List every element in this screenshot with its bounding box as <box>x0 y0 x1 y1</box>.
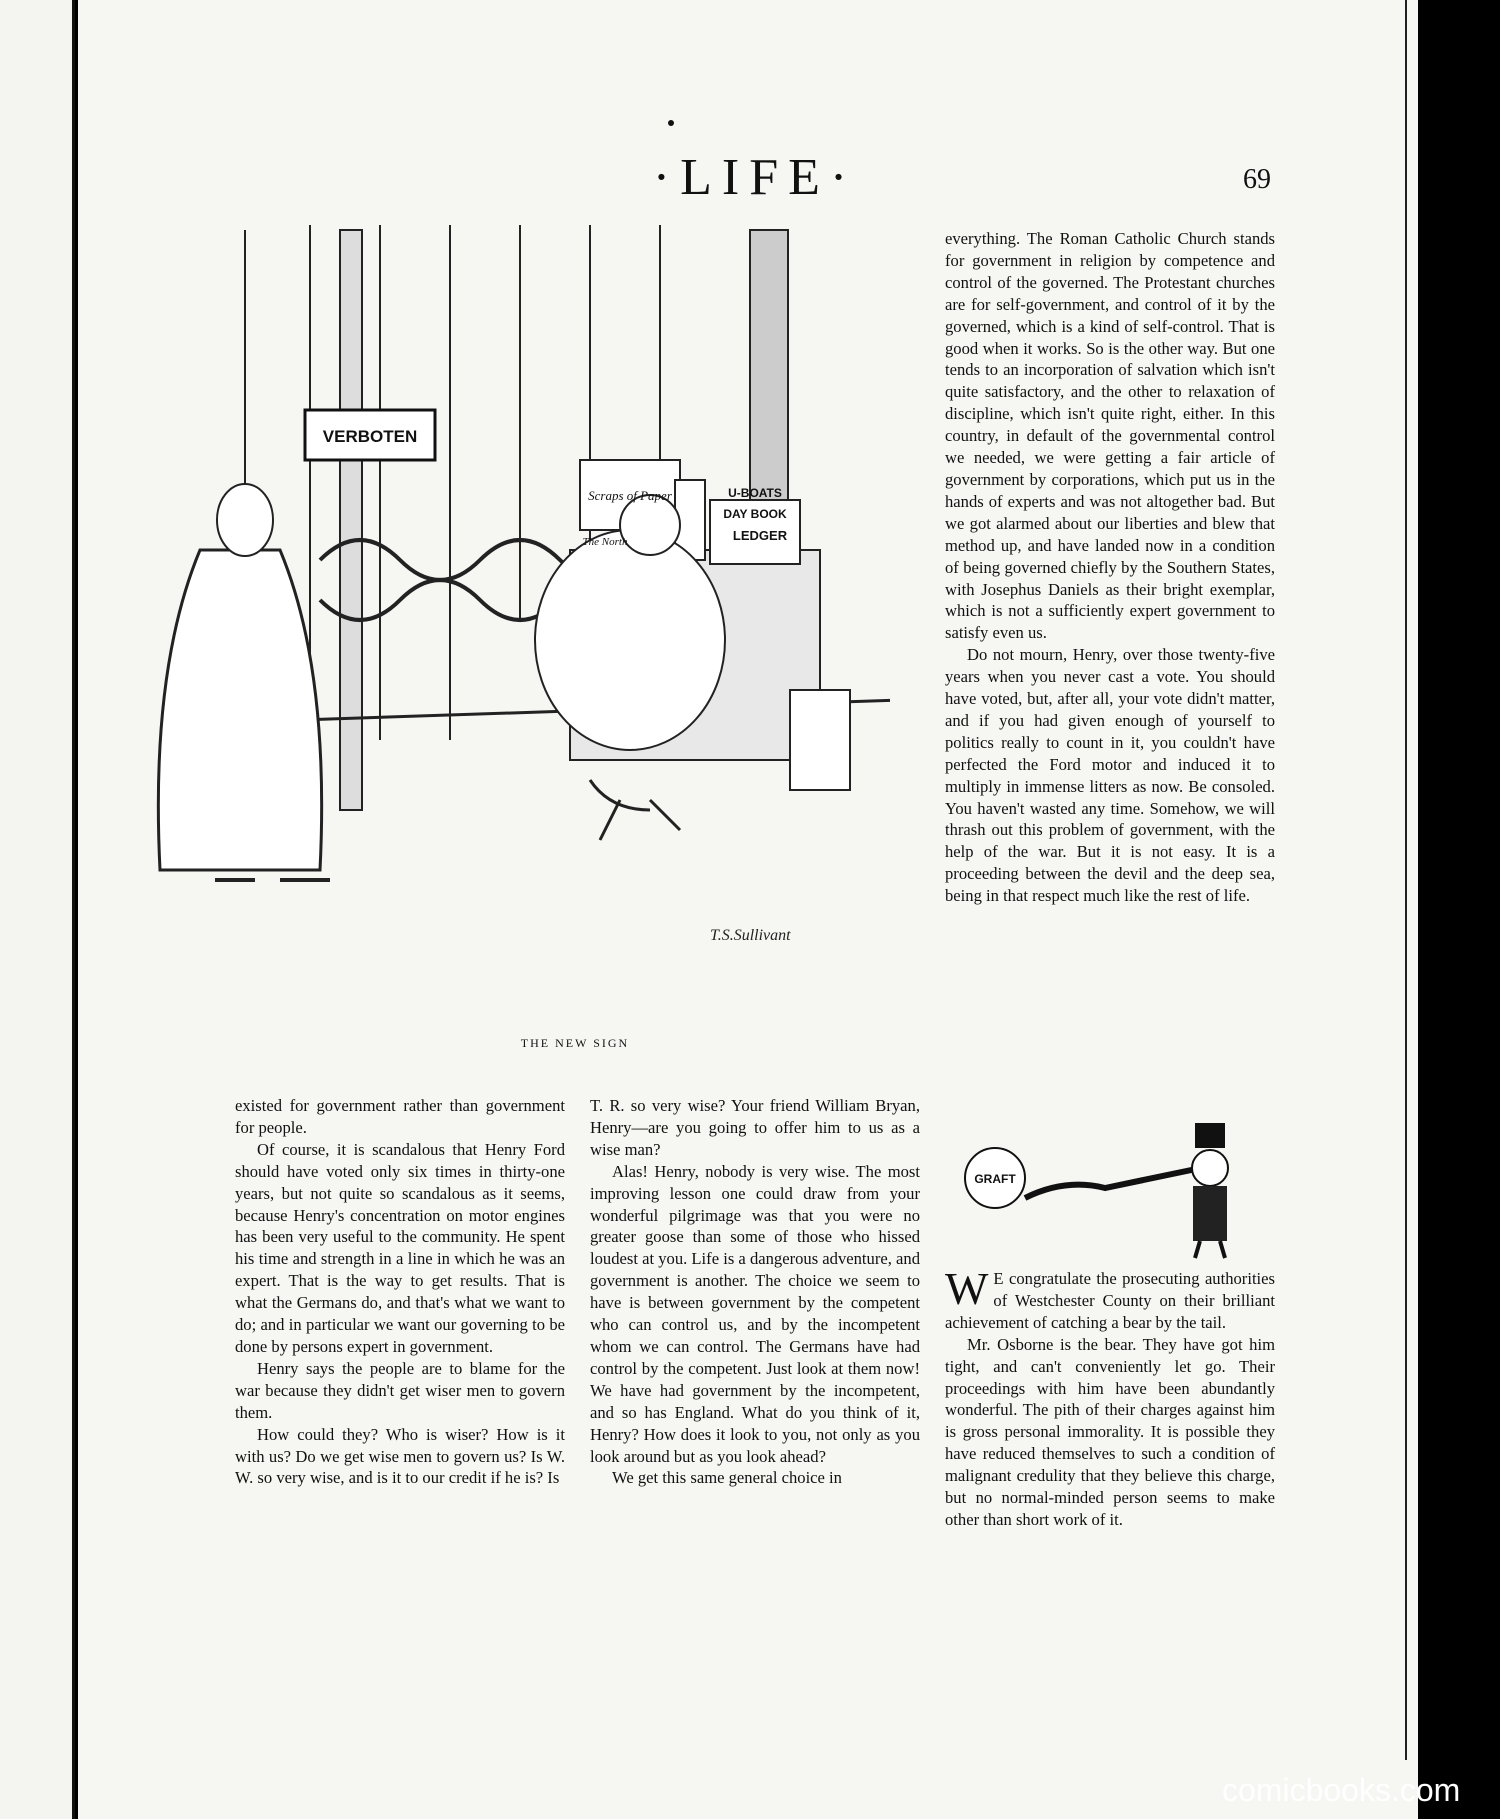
paragraph: Do not mourn, Henry, over those twenty-five years when you never cast a vote. You should have voted, but, after all, your vote didn't matter, and if you had given enough of yourself to politics really to count in it, you couldn't have perfected the Ford motor and induced it to multiply in immense litters as now. Be consoled. You haven't wasted any time. Somehow, we will thrash out this problem of government, with the help of the war. But it is not easy. It is a proceeding between the devil and the deep sea, being in that respect much like the rest of life. <box>945 645 1275 906</box>
paragraph-text: E congratulate the prosecuting authorities of Westchester County on their brilliant achievement of catching a bear by the tail. <box>945 1269 1275 1332</box>
paragraph <box>945 1263 1275 1334</box>
ink-dot <box>668 120 674 126</box>
illustration-caption: THE NEW SIGN <box>520 1036 630 1050</box>
paragraph: Mr. Osborne is the bear. They have got him tight, and can't conveniently let go. Their proceedings with him have been abundantly wonderful. The pith of their charges against him is gross personal immorality. It is possible they have reduced themselves to such a condition of malignant credulity that they believe this charge, but no normal-minded person seems to make other than short work of it. <box>945 1334 1275 1529</box>
text-column-1 <box>235 1095 565 1489</box>
cartoon-illustration <box>150 220 890 1020</box>
sign-day-book: DAY BOOK <box>723 507 787 521</box>
sign-scraps-of-paper: Scraps of Paper <box>588 488 672 503</box>
text-column-3 <box>945 228 1275 907</box>
sign-the-north: The North <box>582 536 628 548</box>
masthead: ·LIFE· <box>652 149 858 206</box>
text-column-3-lower <box>945 1263 1275 1531</box>
paragraph: We get this same general choice in <box>612 1468 842 1488</box>
paragraph: How could they? Who is wiser? How is it with us? Do we get wise men to govern us? Is W. W. so very wise, and is it to our credit if he is? Is <box>235 1424 565 1488</box>
graft-cartoon <box>945 1118 1285 1260</box>
paragraph: Henry says the people are to blame for the war because they didn't get wiser men to govern them. <box>235 1358 565 1422</box>
text-column-2 <box>590 1095 920 1489</box>
artist-signature: T.S.Sullivant <box>710 927 791 944</box>
drop-cap: W <box>945 1263 989 1314</box>
paragraph: everything. The Roman Catholic Church stands for government in religion by competence and control of the governed. The Protestant churches are for self-government, and control of it by the governed, which is a kind of self-control. That is good when it works. So is the other way. But one tends to an incorporation of salvation which isn't quite satisfactory, and the other to relaxation of discipline, which isn't quite right, either. In this country, in default of the governmental control we needed, we were getting a fair article of government by corporations, which put us in the hands of experts and was not altogether bad. But we got alarmed about our liberties and blew that method up, and have landed now in a condition of being governed chiefly by the Southern States, with Josephus Daniels as their bright exemplar, which is not a sufficiently expert government to satisfy even us. <box>945 229 1275 643</box>
verboten-sign <box>305 410 435 460</box>
paragraph: existed for government rather than government for people. <box>235 1096 565 1137</box>
paragraph: Of course, it is scandalous that Henry Ford should have voted only six times in thirty-one years, but not quite so scandalous as it seems, because Henry's concentration on motor engines has been very useful to the community. He spent his time and strength in a line in which he was an expert. That is the way to get results. That is what the Germans do, and that's what we want to do; and in particular we want our governing to be done by persons expert in government. <box>235 1139 565 1356</box>
page-number: 69 <box>1243 164 1271 195</box>
sign-u-boats: U-BOATS <box>728 486 782 500</box>
page-edge-rule <box>1405 0 1407 1760</box>
paragraph: T. R. so very wise? Your friend William Bryan, Henry—are you going to offer him to us as a wise man? <box>590 1096 920 1159</box>
watermark: comicbooks.com <box>1222 1772 1461 1808</box>
paragraph: Alas! Henry, nobody is very wise. The most improving lesson one could draw from your wonderful pilgrimage was that you were no greater goose than some of those who hissed loudest at you. Life is a dangerous adventure, and government is another. The choice we seem to have is between government by the competent who can control us, and by the incompetent whom we can control. The Germans have had control by the competent. Just look at them now! We have had government by the incompetent, and so has England. What do you think of it, Henry? How does it look to you, not only as you look around but as you look ahead? <box>590 1161 920 1466</box>
graft-bag-label: GRAFT <box>974 1172 1016 1186</box>
sign-verboten: VERBOTEN <box>322 427 418 446</box>
sign-ledger: LEDGER <box>732 528 788 543</box>
facing-page-edge <box>0 0 75 1819</box>
